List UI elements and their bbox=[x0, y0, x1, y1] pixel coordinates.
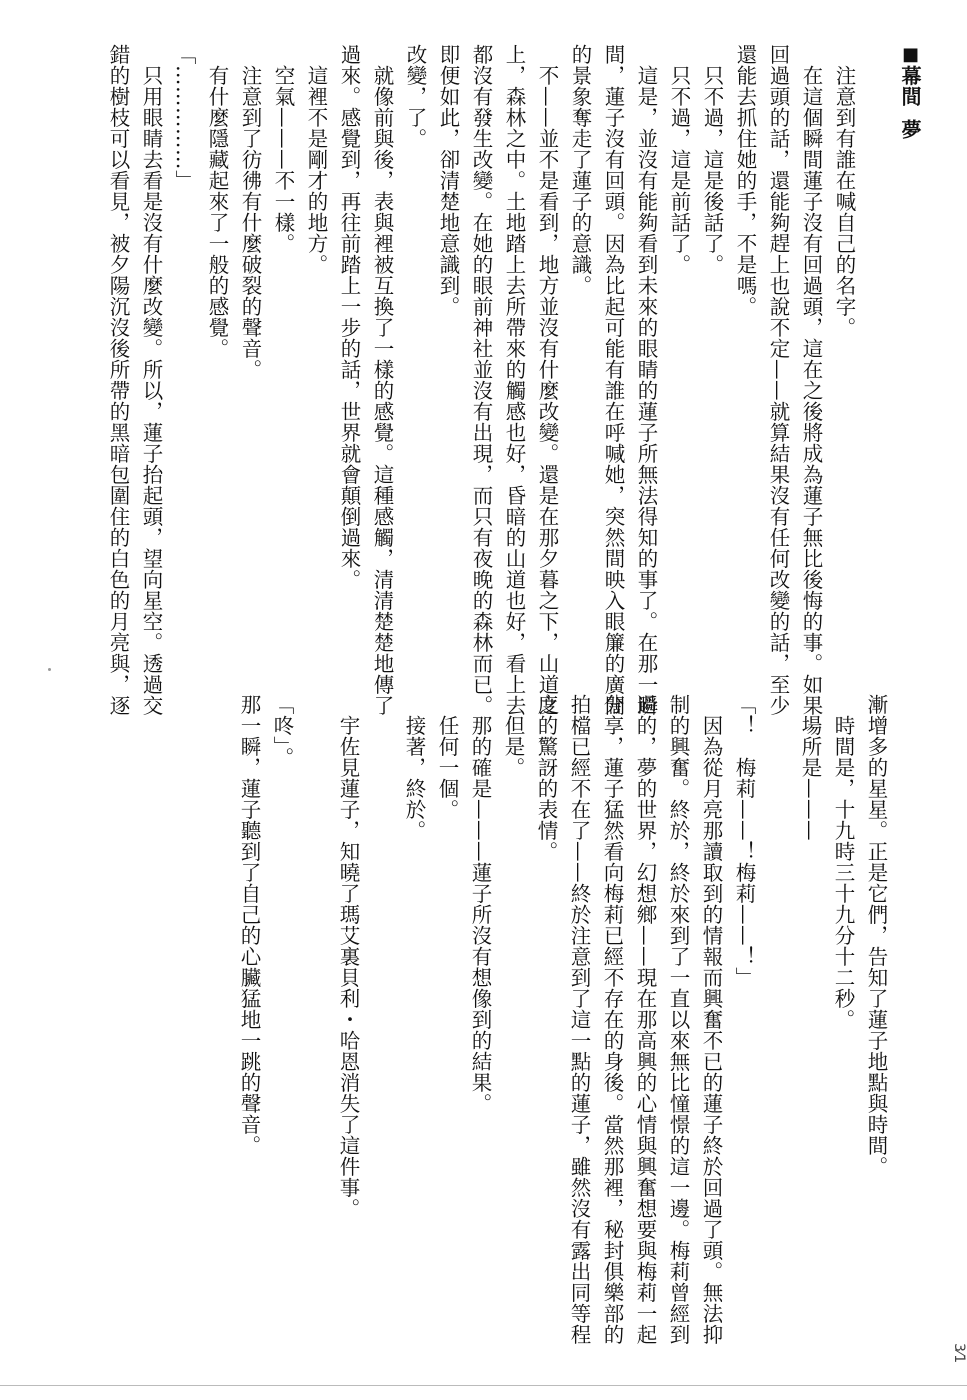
text-column: 的景象奪走了蓮子的意識。 bbox=[568, 44, 592, 296]
chapter-subtitle: 夢 bbox=[898, 118, 922, 139]
bottom-rule bbox=[0, 1385, 967, 1386]
text-column: 任何一個。 bbox=[435, 714, 459, 820]
text-column: 注意到了彷彿有什麼破裂的聲音。 bbox=[238, 64, 262, 380]
text-column: 還能去抓住她的手，不是嗎。 bbox=[733, 44, 757, 317]
text-column: 那一瞬，蓮子聽到了自己的心臟猛地一跳的聲音。 bbox=[237, 694, 261, 1156]
text-column: 宇佐見蓮子，知曉了瑪艾裏貝利・哈恩消失了這件事。 bbox=[336, 714, 360, 1219]
text-column: 回過頭的話，還能夠趕上也說不定——就算結果沒有任何改變的話，至少 bbox=[766, 44, 790, 716]
page-number: 3⁄1 bbox=[951, 1343, 967, 1364]
upper-text-block bbox=[101, 44, 927, 716]
text-column: 這是，並沒有能夠看到未來的眼睛的蓮子所無法得知的事了。在那一瞬 bbox=[634, 64, 658, 716]
text-column: 拍檔已經不在了——終於注意到了這一點的蓮子，雖然沒有露出同等程 bbox=[567, 694, 591, 1345]
text-column: 場所是——— bbox=[798, 714, 822, 841]
text-column: 過來。感覺到，再往前踏上一步的話，世界就會顛倒過來。 bbox=[337, 44, 361, 590]
text-column: 錯的樹枝可以看見，被夕陽沉沒後所帶的黑暗包圍住的白色的月亮與，逐 bbox=[106, 44, 130, 716]
text-column: 注意到有誰在喊自己的名字。 bbox=[832, 64, 856, 338]
text-column: 都沒有發生改變。在她的眼前神社並沒有出現，而只有夜晚的森林而已。 bbox=[469, 44, 493, 716]
text-column: 就像前與後，表與裡被互換了一樣的感覺。這種感觸，清清楚楚地傳了 bbox=[370, 64, 394, 716]
chapter-heading bbox=[893, 44, 927, 642]
text-column: 只不過，這是後話了。 bbox=[700, 64, 724, 275]
text-column: 間，蓮子沒有回頭。因為比起可能有誰在呼喊她，突然間映入眼簾的廣闊 bbox=[601, 44, 625, 716]
lower-text-block bbox=[232, 694, 892, 1345]
text-column: 有什麼隱藏起來了一般的感覺。 bbox=[205, 64, 229, 359]
text-column: 在這個瞬間蓮子沒有回過頭，這在之後將成為蓮子無比後悔的事。如果 bbox=[799, 64, 823, 716]
text-column: 即便如此，卻清楚地意識到。 bbox=[436, 44, 460, 317]
text-column: 不——並不是看到，地方並沒有什麼改變。還是在那夕暮之下，山道之 bbox=[535, 64, 559, 716]
text-column: 改變，了。 bbox=[403, 44, 427, 149]
paragraph-gap bbox=[364, 694, 397, 1319]
text-column: 時間是，十九時三十九分十二秒。 bbox=[831, 714, 855, 1030]
text-column: 但是。 bbox=[501, 714, 525, 778]
text-column: 那的確是———蓮子所沒有想像到的結果。 bbox=[468, 714, 492, 1114]
paragraph-gap bbox=[760, 694, 793, 1319]
text-column: 只用眼睛去看是沒有什麼改變。所以，蓮子抬起頭，望向星空。透過交 bbox=[139, 64, 163, 716]
text-column: 分享，蓮子猛然看向梅莉已經不存在的身後。當然那裡，秘封俱樂部的 bbox=[600, 694, 624, 1345]
text-column: 「！ 梅莉——！梅莉——！」 bbox=[732, 694, 756, 988]
text-column: 「咚」。 bbox=[270, 694, 294, 768]
text-column: 度的驚訝的表情。 bbox=[534, 694, 558, 862]
text-column: 這裡不是剛才的地方。 bbox=[304, 64, 328, 275]
text-column: 空氣———不一樣。 bbox=[271, 64, 295, 254]
heading-marker: ■ bbox=[900, 44, 921, 66]
text-column: 制的興奮。終於，終於來到了一直以來無比憧憬的這一邊。梅莉曾經到 bbox=[666, 694, 690, 1345]
margin-dot bbox=[48, 668, 51, 671]
paragraph-gap bbox=[298, 694, 331, 1319]
text-column: 因為從月亮那讀取到的情報而興奮不已的蓮子終於回過了頭。無法抑 bbox=[699, 714, 723, 1345]
text-column: 漸增多的星星。正是它們，告知了蓮子地點與時間。 bbox=[864, 694, 888, 1177]
chapter-title: 幕間 bbox=[898, 65, 922, 107]
heading-gap bbox=[860, 44, 893, 642]
text-column: 接著，終於。 bbox=[402, 714, 426, 841]
text-column: 只不過，這是前話了。 bbox=[667, 64, 691, 275]
text-column: 上，森林之中。土地踏上去所帶來的觸感也好，昏暗的山道也好，看上去 bbox=[502, 44, 526, 716]
text-column: 過的，夢的世界，幻想鄉——現在那高興的心情與興奮想要與梅莉一起 bbox=[633, 694, 657, 1345]
text-column: 「……………」 bbox=[172, 44, 196, 191]
